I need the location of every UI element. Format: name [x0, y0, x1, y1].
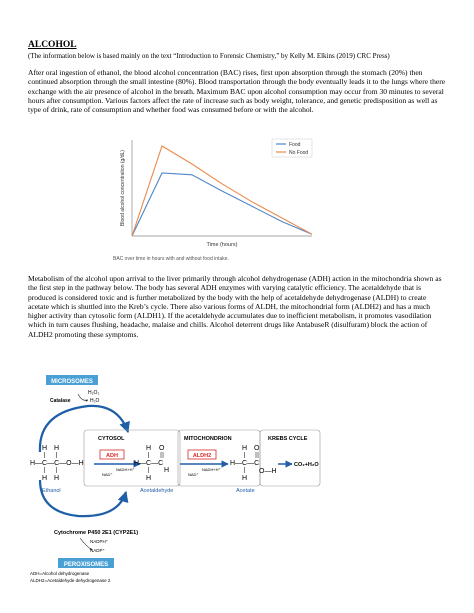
acetate-label: Acetate [236, 488, 255, 494]
h2o-label: H₂O [90, 398, 100, 404]
svg-text:H: H [146, 445, 152, 452]
nadh-label-2: NADH+H⁺ [202, 467, 221, 472]
legend-aldh2: ALDH2=Acetaldehyde dehydrogenase 2 [30, 578, 111, 583]
lower-curve-arrow [40, 480, 126, 516]
nad-label-1: NAD⁺ [102, 472, 113, 477]
catalase-label: Catalase [50, 398, 71, 404]
svg-text:H: H [242, 475, 248, 482]
series-line-food [132, 173, 312, 236]
svg-text:H: H [42, 445, 48, 452]
svg-text:H—C—C: H—C—C [134, 460, 164, 467]
paragraph-absorption: After oral ingestion of ethanol, the blood alcohol concentration (BAC) rises, first upon absorption through the stomach (20%) then continued absorption through the small intestine (80%). Blood transportation through the body eventually leads it to the lungs where there exchange with the air presence of alcohol in the breath. Maximum BAC upon alcohol consumption may occur from 30 minutes to several hours after consumption. Various factors affect the rate of increase such as body weight, tolerance, and genetic predisposition as well as type of drink, rate of consumption and whether food was consumed before or with the alcohol. [28, 68, 446, 115]
peroxisomes-label: PEROXISOMES [63, 562, 109, 568]
legend-label-0: Food [289, 142, 301, 148]
mitochondrion-label: MITOCHONDRION [184, 436, 232, 442]
page-title: ALCOHOL [28, 40, 77, 50]
catalase-arrow [78, 394, 88, 400]
legend-adh: ADH=Alcohol dehydrogenase [30, 571, 90, 576]
nadp-label: NADP⁺ [90, 548, 105, 553]
aldh2-label: ALDH2 [192, 453, 212, 459]
h2o2-label: H₂O₂ [88, 390, 100, 396]
acetaldehyde-structure [134, 445, 169, 482]
co2h2o-label: CO₂+H₂O [294, 462, 319, 468]
svg-text:H: H [54, 475, 60, 482]
svg-text:H: H [146, 475, 152, 482]
cyp2e1-label: Cytochrome P450 2E1 (CYP2E1) [54, 530, 139, 536]
svg-text:O: O [254, 445, 260, 452]
paragraph-metabolism: Metabolism of the alcohol upon arrival to the liver primarily through alcohol dehydrogenase (ADH) action in the mitochondria shown as the first step in the pathway below. The body has several ADH enzymes with varying catalytic efficiency. The acetaldehyde that is produced is considered toxic and is further metabolized by the body with the help of acetaldehyde dehydrogenase (ALDH) to create acetate which is shuttled into the Kreb’s cycle. There also various forms of ALDH, the mitochondrial form (ALDH2) and has a much higher activity than cytosolic form (ALDH1). If the acetaldehyde accumulates due to inefficient metabolism, it promotes vasodilation which in turn causes flushing, headache, malaise and chills. Alcohol deterrent drugs like AntabuseR (disulfuram) block the action of ALDH2 promoting these symptoms. [28, 274, 442, 339]
svg-text:O—H: O—H [259, 468, 277, 475]
page-subtitle: (The information below is based mainly on the text “Introduction to Forensic Chemistry,” by Kelly M. Elkins (2019) CRC Press) [28, 52, 390, 60]
svg-text:H: H [242, 445, 248, 452]
nadph-label: NADPH⁺ [90, 539, 109, 544]
adh-label: ADH [106, 453, 118, 459]
legend-label-1: No Food [289, 150, 309, 156]
y-axis-label: Blood alcohol concentration (g/dL) [120, 150, 126, 226]
svg-text:H—C—C—O—H: H—C—C—O—H [30, 460, 84, 467]
svg-text:O: O [159, 445, 165, 452]
nadh-label-1: NADH+H⁺ [116, 467, 135, 472]
metabolism-diagram [28, 372, 348, 587]
acetaldehyde-label: Acetaldehyde [140, 488, 174, 494]
ethanol-label: Ethanol [42, 488, 61, 494]
svg-text:H—C—C: H—C—C [230, 460, 260, 467]
bac-chart [100, 136, 360, 256]
cytosol-label: CYTOSOL [98, 436, 125, 442]
acetate-structure [230, 445, 277, 482]
chart-caption: BAC over time in hours with and without food intake. [113, 256, 229, 262]
svg-text:H: H [42, 475, 48, 482]
svg-text:H: H [164, 467, 170, 474]
ethanol-structure [30, 445, 84, 482]
microsomes-label: MICROSOMES [51, 379, 93, 385]
nad-label-2: NAD⁺ [188, 472, 199, 477]
krebs-label: KREBS CYCLE [268, 436, 308, 442]
svg-text:H: H [54, 445, 60, 452]
x-axis-label: Time (hours) [206, 242, 238, 248]
